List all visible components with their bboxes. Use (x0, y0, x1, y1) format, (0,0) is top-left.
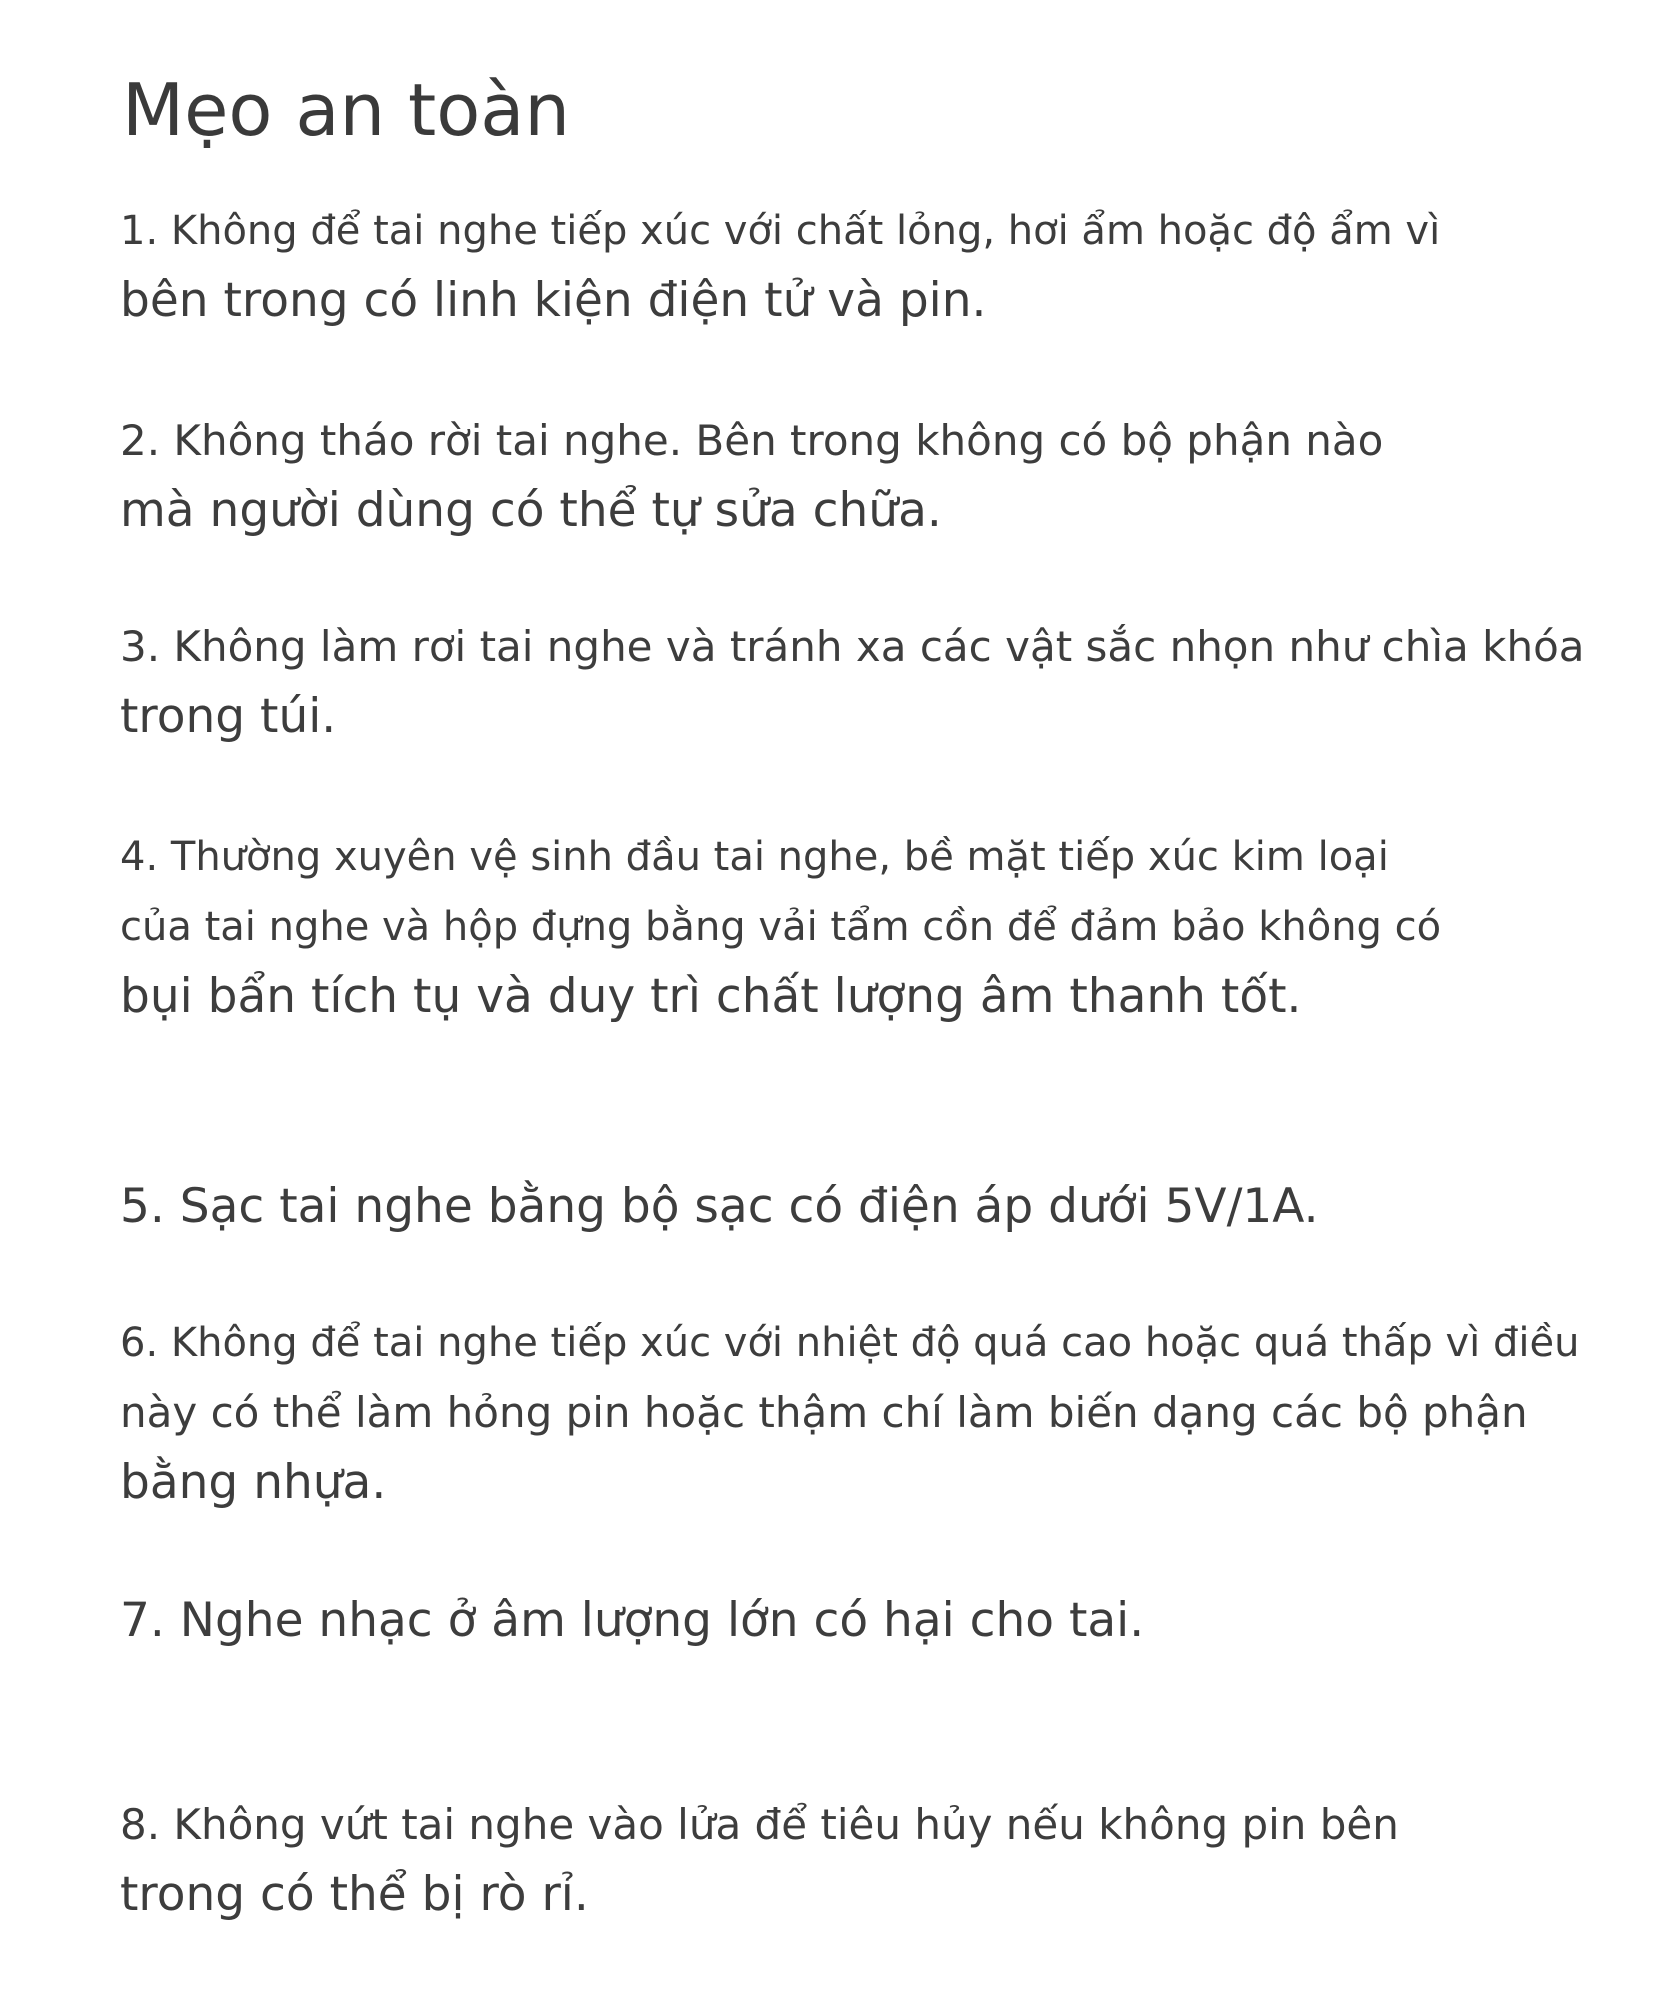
tip-line: 4. Thường xuyên vệ sinh đầu tai nghe, bề mặt tiếp xúc kim loại (120, 834, 1389, 880)
safety-tip-5 (120, 1172, 1580, 1242)
tip-line: này có thể làm hỏng pin hoặc thậm chí làm biến dạng các bộ phận (120, 1388, 1528, 1437)
tip-line: của tai nghe và hộp đựng bằng vải tẩm cồn để đảm bảo không có (120, 904, 1442, 950)
tip-line: mà người dùng có thể tự sửa chữa. (120, 483, 942, 538)
tip-line: 1. Không để tai nghe tiếp xúc với chất lỏng, hơi ẩm hoặc độ ẩm vì (120, 208, 1441, 254)
tip-line: trong túi. (120, 689, 337, 744)
tip-line: 2. Không tháo rời tai nghe. Bên trong không có bộ phận nào (120, 416, 1384, 465)
safety-tip-3 (120, 612, 1585, 752)
page-title: Mẹo an toàn (122, 68, 571, 152)
tip-line: bằng nhựa. (120, 1455, 387, 1510)
tip-line: 3. Không làm rơi tai nghe và tránh xa các vật sắc nhọn như chìa khóa (120, 622, 1585, 671)
tip-line: 7. Nghe nhạc ở âm lượng lớn có hại cho tai. (120, 1593, 1145, 1648)
tip-line: 6. Không để tai nghe tiếp xúc với nhiệt độ quá cao hoặc quá thấp vì điều (120, 1320, 1580, 1366)
tip-line: 8. Không vứt tai nghe vào lửa để tiêu hủy nếu không pin bên (120, 1800, 1399, 1849)
tip-line: bụi bẩn tích tụ và duy trì chất lượng âm thanh tốt. (120, 969, 1302, 1024)
safety-tip-4 (120, 822, 1580, 1032)
tip-line: bên trong có linh kiện điện tử và pin. (120, 273, 987, 328)
tip-line: 5. Sạc tai nghe bằng bộ sạc có điện áp dưới 5V/1A. (120, 1179, 1319, 1234)
safety-tip-6 (120, 1308, 1580, 1518)
safety-tip-2 (120, 406, 1580, 546)
safety-tip-1 (120, 196, 1580, 336)
safety-tip-8 (120, 1790, 1580, 1930)
tip-line: trong có thể bị rò rỉ. (120, 1867, 589, 1922)
safety-tip-7 (120, 1586, 1580, 1656)
